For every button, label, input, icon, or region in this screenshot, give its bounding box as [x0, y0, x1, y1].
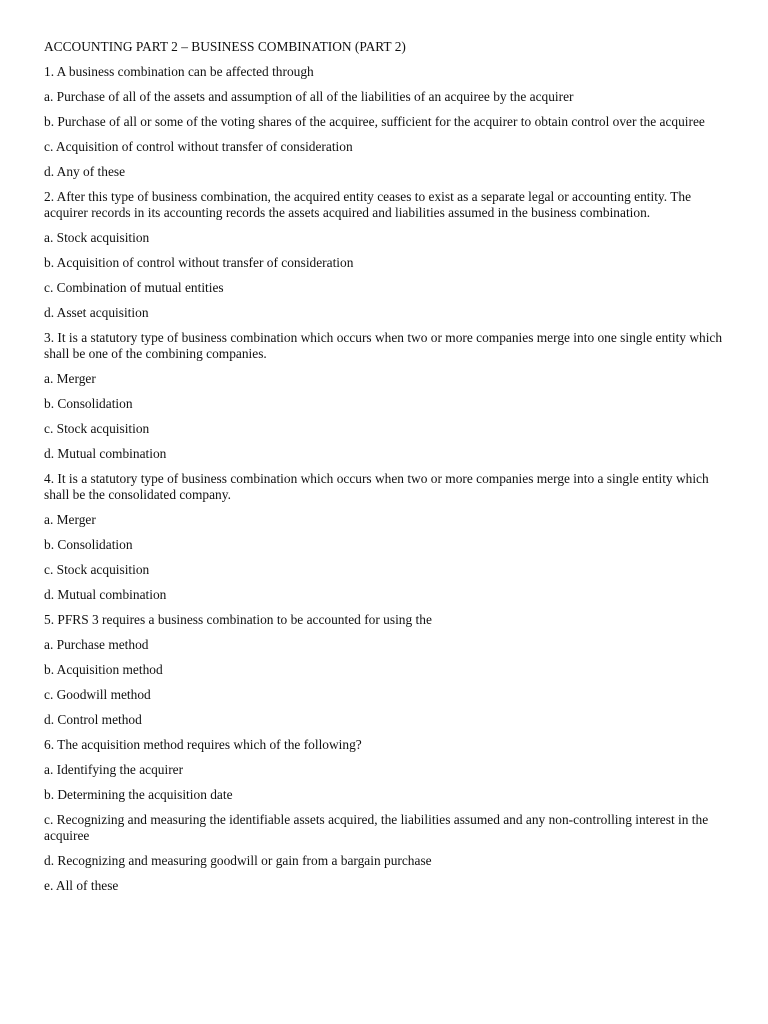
question-3-option-c: c. Stock acquisition — [44, 421, 150, 436]
question-1-option-a: a. Purchase of all of the assets and assumption of all of the liabilities of an acquiree by the acquirer — [44, 89, 574, 104]
document-title: ACCOUNTING PART 2 – BUSINESS COMBINATION (PART 2) — [44, 39, 406, 54]
question-6-option-b: b. Determining the acquisition date — [44, 787, 233, 802]
question-6-option-a: a. Identifying the acquirer — [44, 762, 184, 777]
question-3-text: 3. It is a statutory type of business combination which occurs when two or more companies merge into one single entity which shall be one of the combining companies. — [44, 330, 723, 361]
question-6-text: 6. The acquisition method requires which of the following? — [44, 737, 362, 752]
question-5-option-a: a. Purchase method — [44, 637, 149, 652]
question-5-option-c: c. Goodwill method — [44, 687, 151, 702]
question-4-text: 4. It is a statutory type of business combination which occurs when two or more companies merge into a single entity which shall be the consolidated company. — [44, 471, 709, 502]
question-block — [44, 471, 724, 603]
question-4-option-c: c. Stock acquisition — [44, 562, 150, 577]
question-2-option-b: b. Acquisition of control without transfer of consideration — [44, 255, 354, 270]
question-1-text: 1. A business combination can be affected through — [44, 64, 314, 79]
question-block — [44, 330, 724, 462]
question-1-option-c: c. Acquisition of control without transfer of consideration — [44, 139, 353, 154]
question-5-option-d: d. Control method — [44, 712, 142, 727]
question-5-text: 5. PFRS 3 requires a business combination to be accounted for using the — [44, 612, 432, 627]
question-block — [44, 64, 724, 180]
question-block — [44, 612, 724, 728]
question-block — [44, 189, 724, 321]
question-6-option-c: c. Recognizing and measuring the identifiable assets acquired, the liabilities assumed and any non-controlling interest in the acquiree — [44, 812, 709, 843]
question-4-option-d: d. Mutual combination — [44, 587, 167, 602]
question-6-option-d: d. Recognizing and measuring goodwill or gain from a bargain purchase — [44, 853, 432, 868]
question-2-option-a: a. Stock acquisition — [44, 230, 150, 245]
question-5-option-b: b. Acquisition method — [44, 662, 163, 677]
question-2-option-d: d. Asset acquisition — [44, 305, 149, 320]
question-3-option-d: d. Mutual combination — [44, 446, 167, 461]
question-2-text: 2. After this type of business combination, the acquired entity ceases to exist as a separate legal or accounting entity. The acquirer records in its accounting records the assets acquired and liabilities assumed in the business combination. — [44, 189, 692, 220]
question-6-option-e: e. All of these — [44, 878, 119, 893]
question-3-option-b: b. Consolidation — [44, 396, 133, 411]
question-1-option-d: d. Any of these — [44, 164, 126, 179]
question-4-option-a: a. Merger — [44, 512, 96, 527]
question-1-option-b: b. Purchase of all or some of the voting shares of the acquiree, sufficient for the acquirer to obtain control over the acquiree — [44, 114, 705, 129]
question-3-option-a: a. Merger — [44, 371, 96, 386]
question-block — [44, 737, 724, 894]
question-2-option-c: c. Combination of mutual entities — [44, 280, 224, 295]
question-4-option-b: b. Consolidation — [44, 537, 133, 552]
